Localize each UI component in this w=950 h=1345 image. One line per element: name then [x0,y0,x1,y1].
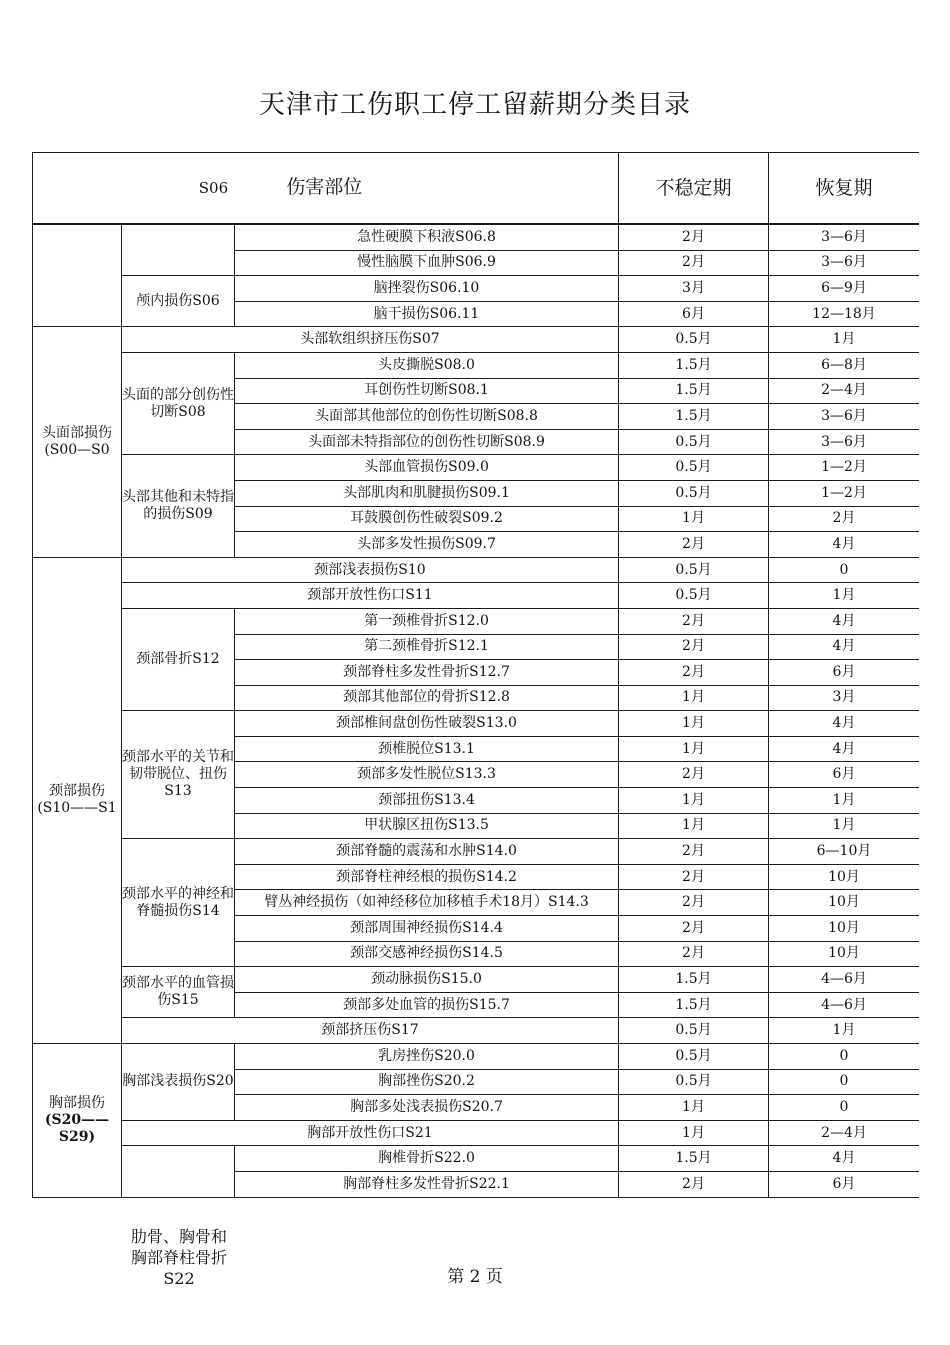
injury-name-cell: 颈部多处血管的损伤S15.7 [235,992,619,1018]
unstable-period-cell: 1月 [619,736,769,762]
injury-name-cell: 颈部脊柱神经根的损伤S14.2 [235,864,619,890]
unstable-period-cell: 1月 [619,813,769,839]
unstable-period-cell: 1月 [619,685,769,711]
recovery-period-cell: 1月 [769,583,920,609]
recovery-period-cell: 10月 [769,864,920,890]
category-cell: 颈部水平的关节和韧带脱位、扭伤S13 [122,711,235,839]
injury-name-cell: 颈部浅表损伤S10 [122,557,619,583]
page-number: 第 2 页 [447,1267,503,1287]
recovery-period-cell: 6月 [769,762,920,788]
injury-name-cell: 颈部开放性伤口S11 [122,583,619,609]
unstable-period-cell: 6月 [619,301,769,327]
recovery-period-cell: 0 [769,557,920,583]
table-header-row [33,153,920,225]
injury-name-cell: 头皮撕脱S08.0 [235,352,619,378]
unstable-period-cell: 2月 [619,608,769,634]
injury-name-cell: 颈部脊柱多发性骨折S12.7 [235,660,619,686]
table-row [33,455,920,481]
unstable-period-cell: 2月 [619,660,769,686]
group-label-chest: 胸部损伤 [49,1094,105,1111]
unstable-period-cell: 1月 [619,1095,769,1121]
unstable-period-cell: 1.5月 [619,352,769,378]
unstable-period-cell: 2月 [619,634,769,660]
unstable-period-cell: 0.5月 [619,1018,769,1044]
injury-name-cell: 头部肌肉和肌腱损伤S09.1 [235,480,619,506]
recovery-period-cell: 6月 [769,1171,920,1197]
category-cell-empty [122,1146,235,1197]
recovery-period-cell: 4月 [769,736,920,762]
recovery-period-cell: 0 [769,1044,920,1070]
injury-name-cell: 耳创伤性切断S08.1 [235,378,619,404]
category-cell: 颈部水平的神经和脊髓损伤S14 [122,839,235,967]
injury-name-cell: 胸椎骨折S22.0 [235,1146,619,1172]
unstable-period-cell: 2月 [619,916,769,942]
unstable-period-cell: 0.5月 [619,1069,769,1095]
recovery-period-cell: 4月 [769,711,920,737]
injury-name-cell: 头部多发性损伤S09.7 [235,532,619,558]
unstable-period-cell: 0.5月 [619,327,769,353]
recovery-period-cell: 1月 [769,788,920,814]
recovery-period-cell: 10月 [769,941,920,967]
recovery-period-cell: 2—4月 [769,378,920,404]
injury-name-cell: 脑干损伤S06.11 [235,301,619,327]
table-row [33,557,920,583]
document-title: 天津市工伤职工停工留薪期分类目录 [258,90,691,120]
recovery-period-cell: 6—10月 [769,839,920,865]
recovery-period-cell: 4—6月 [769,992,920,1018]
group-cell-empty [33,224,122,327]
recovery-period-cell: 4月 [769,608,920,634]
unstable-period-cell: 2月 [619,941,769,967]
unstable-period-cell: 2月 [619,532,769,558]
recovery-period-cell: 10月 [769,916,920,942]
recovery-period-cell: 6—8月 [769,352,920,378]
unstable-period-cell: 0.5月 [619,1044,769,1070]
recovery-period-cell: 4月 [769,1146,920,1172]
category-s22-label: 肋骨、胸骨和胸部脊柱骨折S22 [130,1227,227,1288]
injury-name-cell: 颈部脊髓的震荡和水肿S14.0 [235,839,619,865]
recovery-period-cell: 3月 [769,685,920,711]
recovery-period-cell: 0 [769,1095,920,1121]
recovery-period-cell: 2月 [769,506,920,532]
unstable-period-cell: 2月 [619,890,769,916]
table-row [33,224,920,250]
recovery-period-cell: 6—9月 [769,276,920,302]
header-unstable: 不稳定期 [619,153,769,225]
unstable-period-cell: 3月 [619,276,769,302]
recovery-period-cell: 3—6月 [769,224,920,250]
injury-name-cell: 脑挫裂伤S06.10 [235,276,619,302]
injury-name-cell: 头部软组织挤压伤S07 [122,327,619,353]
recovery-period-cell: 1月 [769,1018,920,1044]
unstable-period-cell: 2月 [619,839,769,865]
injury-name-cell: 颈动脉损伤S15.0 [235,967,619,993]
injury-name-cell: 急性硬膜下积液S06.8 [235,224,619,250]
table-row [33,583,920,609]
recovery-period-cell: 1月 [769,813,920,839]
unstable-period-cell: 1.5月 [619,1146,769,1172]
unstable-period-cell: 2月 [619,864,769,890]
injury-name-cell: 胸部挫伤S20.2 [235,1069,619,1095]
injury-name-cell: 颈部周围神经损伤S14.4 [235,916,619,942]
unstable-period-cell: 1.5月 [619,967,769,993]
injury-name-cell: 颈部其他部位的骨折S12.8 [235,685,619,711]
recovery-period-cell: 3—6月 [769,429,920,455]
recovery-period-cell: 10月 [769,890,920,916]
category-cell: 颈部水平的血管损伤S15 [122,967,235,1018]
unstable-period-cell: 1.5月 [619,378,769,404]
injury-name-cell: 头面部其他部位的创伤性切断S08.8 [235,404,619,430]
injury-name-cell: 胸部脊柱多发性骨折S22.1 [235,1171,619,1197]
unstable-period-cell: 1月 [619,711,769,737]
group-cell: 颈部损伤(S10——S1 [33,557,122,1043]
unstable-period-cell: 1月 [619,506,769,532]
table-row [33,1044,920,1070]
injury-name-cell: 慢性脑膜下血肿S06.9 [235,250,619,276]
injury-name-cell: 胸部多处浅表损伤S20.7 [235,1095,619,1121]
table-row [33,352,920,378]
category-cell-empty [122,224,235,276]
table-row [33,1120,920,1146]
injury-name-cell: 颈部椎间盘创伤性破裂S13.0 [235,711,619,737]
recovery-period-cell: 0 [769,1069,920,1095]
injury-name-cell: 头部血管损伤S09.0 [235,455,619,481]
injury-name-cell: 颈部交感神经损伤S14.5 [235,941,619,967]
category-cell: 颅内损伤S06 [122,276,235,327]
header-part-cell [33,153,619,225]
classification-table [32,152,919,1233]
injury-name-cell: 胸部开放性伤口S21 [122,1120,619,1146]
unstable-period-cell: 2月 [619,224,769,250]
table-row [33,1146,920,1172]
group-cell: 头面部损伤(S00—S0 [33,327,122,557]
injury-name-cell: 颈部多发性脱位S13.3 [235,762,619,788]
unstable-period-cell: 1.5月 [619,404,769,430]
table-row [33,711,920,737]
unstable-period-cell: 0.5月 [619,557,769,583]
unstable-period-cell: 0.5月 [619,583,769,609]
category-cell: 颈部骨折S12 [122,608,235,710]
category-cell: 头面的部分创伤性切断S08 [122,352,235,454]
recovery-period-cell: 3—6月 [769,404,920,430]
recovery-period-cell: 4月 [769,532,920,558]
injury-name-cell: 颈部扭伤S13.4 [235,788,619,814]
recovery-period-cell: 1月 [769,327,920,353]
recovery-period-cell: 12—18月 [769,301,920,327]
group-range-chest: (S20——S29) [44,1111,110,1145]
recovery-period-cell: 4月 [769,634,920,660]
header-code: S06 [198,179,229,197]
injury-name-cell: 臂丛神经损伤（如神经移位加移植手术18月）S14.3 [235,890,619,916]
unstable-period-cell: 2月 [619,250,769,276]
table-row [33,1018,920,1044]
recovery-period-cell: 3—6月 [769,250,920,276]
injury-name-cell: 颈部挤压伤S17 [122,1018,619,1044]
table-row [33,276,920,302]
injury-name-cell: 第二颈椎骨折S12.1 [235,634,619,660]
unstable-period-cell: 0.5月 [619,429,769,455]
unstable-period-cell: 2月 [619,762,769,788]
header-recovery: 恢复期 [769,153,920,225]
injury-name-cell: 颈椎脱位S13.1 [235,736,619,762]
recovery-period-cell: 6月 [769,660,920,686]
recovery-period-cell: 1—2月 [769,455,920,481]
table-row [33,608,920,634]
injury-name-cell: 头面部未特指部位的创伤性切断S08.9 [235,429,619,455]
recovery-period-cell: 4—6月 [769,967,920,993]
injury-name-cell: 第一颈椎骨折S12.0 [235,608,619,634]
table-row [33,839,920,865]
table-row [33,967,920,993]
injury-name-cell: 乳房挫伤S20.0 [235,1044,619,1070]
unstable-period-cell: 0.5月 [619,480,769,506]
table-row [33,327,920,353]
recovery-period-cell: 2—4月 [769,1120,920,1146]
unstable-period-cell: 1.5月 [619,992,769,1018]
header-part: 伤害部位 [286,176,363,198]
unstable-period-cell: 2月 [619,1171,769,1197]
injury-name-cell: 甲状腺区扭伤S13.5 [235,813,619,839]
unstable-period-cell: 0.5月 [619,455,769,481]
recovery-period-cell: 1—2月 [769,480,920,506]
unstable-period-cell: 1月 [619,1120,769,1146]
group-cell-chest [33,1044,122,1198]
category-cell: 胸部浅表损伤S20 [122,1044,235,1121]
unstable-period-cell: 1月 [619,788,769,814]
injury-name-cell: 耳鼓膜创伤性破裂S09.2 [235,506,619,532]
category-cell: 头部其他和未特指的损伤S09 [122,455,235,557]
